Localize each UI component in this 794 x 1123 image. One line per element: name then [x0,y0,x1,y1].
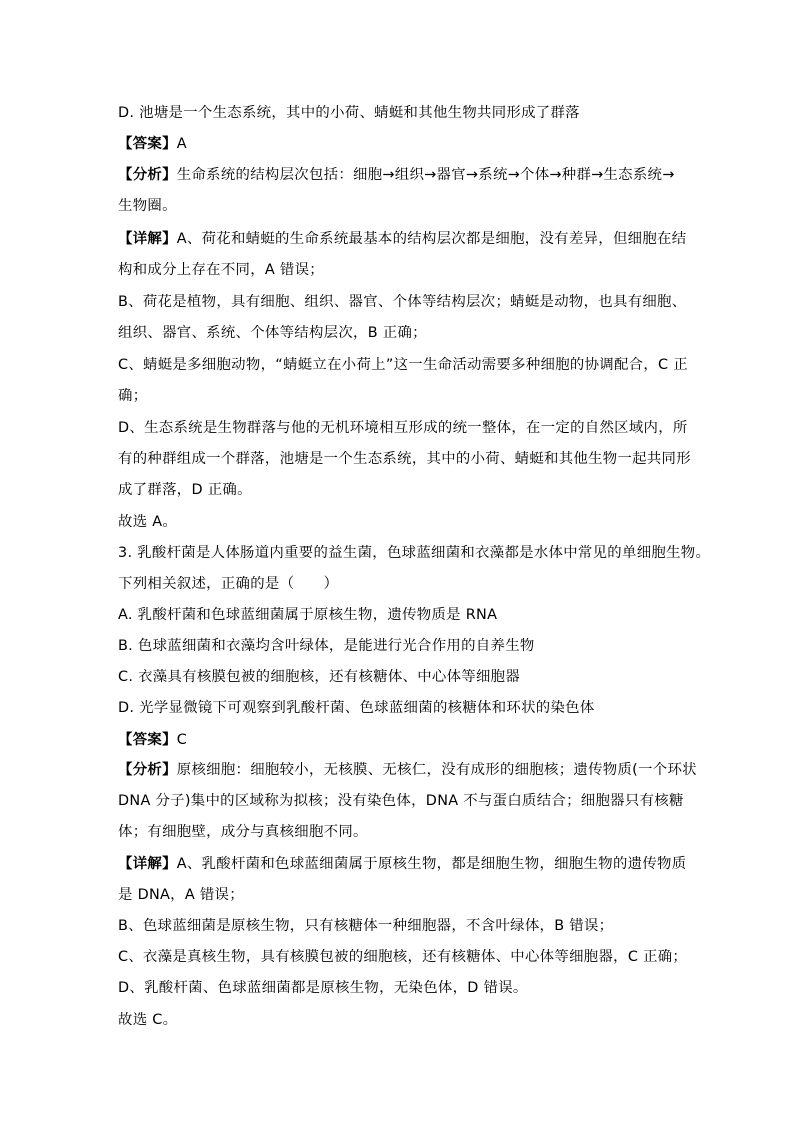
text: D. 池塘是一个生态系统，其中的小荷、蜻蜓和其他生物共同形成了群落 [118,105,580,121]
text: D、乳酸杆菌、色球蓝细菌都是原核生物，无染色体，D 错误。 [118,980,528,996]
line-question-3 [118,543,710,563]
line-option-c [118,667,520,687]
line-detail [118,229,686,249]
text: 确； [118,388,148,404]
answer-value: C [176,732,188,748]
label-detail: 【详解】 [118,231,177,247]
line-analysis-cont [118,196,177,216]
text: D. 光学显微镜下可观察到乳酸杆菌、色球蓝细菌的核糖体和环状的染色体 [118,700,595,716]
text: C. 衣藻具有核膜包被的细胞核，还有核糖体、中心体等细胞器 [118,669,521,685]
text: 故选 C。 [118,1012,178,1028]
line-analysis-2 [118,760,697,780]
text: 生物圈。 [118,198,177,214]
text: 有的种群组成一个群落，池塘是一个生态系统，其中的小荷、蜻蜓和其他生物一起共同形 [118,451,691,467]
text: 体；有细胞壁，成分与真核细胞不同。 [118,824,368,840]
line-answer [118,134,187,154]
text: B. 色球蓝细菌和衣藻均含叶绿体，是能进行光合作用的自养生物 [118,638,535,654]
line-answer-2 [118,730,187,750]
text: DNA 分子)集中的区域称为拟核；没有染色体，DNA 不与蛋白质结合；细胞器只有核糖 [118,793,684,809]
line-detail-2-c [118,947,687,967]
line-analysis-2-cont2 [118,822,368,842]
line-choose-2 [118,1010,177,1030]
text: 原核细胞：细胞较小，无核膜、无核仁，没有成形的细胞核；遗传物质(一个环状 [176,762,697,778]
text: 生命系统的结构层次包括：细胞→组织→器官→系统→个体→种群→生态系统→ [176,167,675,183]
label-analysis: 【分析】 [118,762,177,778]
line-option-a [118,605,497,625]
text: C、蜻蜓是多细胞动物，“蜻蜓立在小荷上”这一生命活动需要多种细胞的协调配合，C 正 [118,357,688,373]
answer-value: A [176,136,187,152]
line-detail-b [118,292,686,312]
label-analysis: 【分析】 [118,167,177,183]
line-detail-c [118,355,688,375]
line-option-d-2 [118,698,595,718]
text: D、生态系统是生物群落与他的无机环境相互形成的统一整体，在一定的自然区域内，所 [118,420,688,436]
line-detail-2-d [118,978,528,998]
text: 组织、器官、系统、个体等结构层次，B 正确； [118,325,427,341]
line-question-3-cont [118,574,338,594]
line-detail-2-cont [118,885,244,905]
line-analysis-2-cont [118,791,684,811]
text: A、乳酸杆菌和色球蓝细菌属于原核生物，都是细胞生物，细胞生物的遗传物质 [176,856,687,872]
line-detail-cont [118,260,324,280]
line-detail-2 [118,854,686,874]
label-answer: 【答案】 [118,732,177,748]
line-detail-2-b [118,916,613,936]
text: C、衣藻是真核生物，具有核膜包被的细胞核，还有核糖体、中心体等细胞器，C 正确； [118,949,688,965]
text: 是 DNA，A 错误； [118,887,244,903]
line-option-d [118,103,580,123]
line-detail-b-cont [118,323,427,343]
text: 成了群落，D 正确。 [118,482,252,498]
line-analysis [118,165,675,185]
line-detail-c-cont [118,386,147,406]
text: B、荷花是植物，具有细胞、组织、器官、个体等结构层次；蜻蜓是动物，也具有细胞、 [118,294,687,310]
text: A. 乳酸杆菌和色球蓝细菌属于原核生物，遗传物质是 RNA [118,607,498,623]
line-detail-d [118,418,688,438]
text: A、荷花和蜻蜓的生命系统最基本的结构层次都是细胞，没有差异，但细胞在结 [176,231,687,247]
line-detail-d-cont2 [118,480,252,500]
text: 故选 A。 [118,514,178,530]
text: 3. 乳酸杆菌是人体肠道内重要的益生菌，色球蓝细菌和衣藻都是水体中常见的单细胞生物。 [118,545,711,561]
label-detail: 【详解】 [118,856,177,872]
line-detail-d-cont [118,449,691,469]
text: 下列相关叙述，正确的是（ ） [118,576,339,592]
text: B、色球蓝细菌是原核生物，只有核糖体一种细胞器，不含叶绿体，B 错误； [118,918,614,934]
text: 构和成分上存在不同，A 错误； [118,262,324,278]
line-choose [118,512,177,532]
label-answer: 【答案】 [118,136,177,152]
line-option-b [118,636,535,656]
